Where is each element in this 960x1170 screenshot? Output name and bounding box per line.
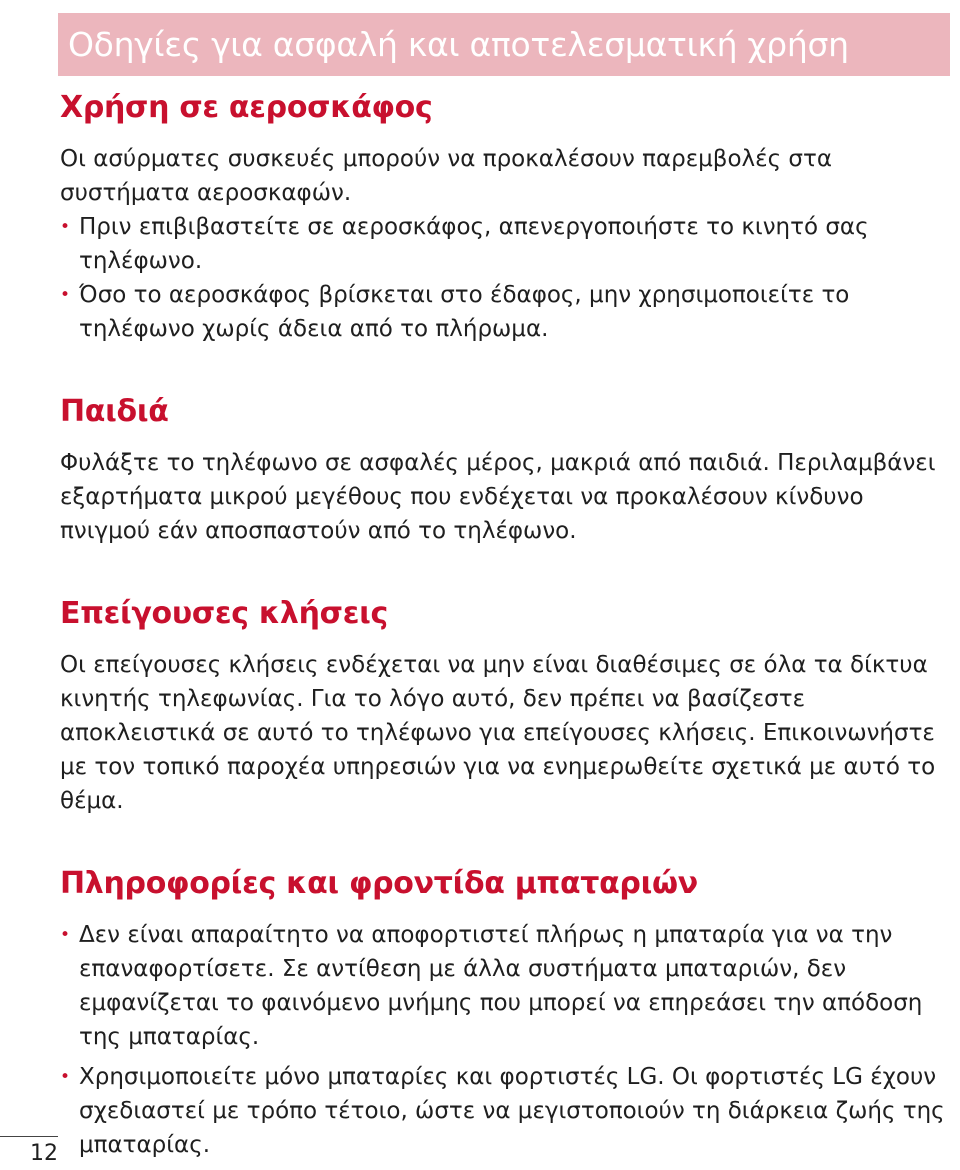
list-item-text: Δεν είναι απαραίτητο να αποφορτιστεί πλήρως η μπαταρία για να την επαναφορτίσετε. Σε αντίθεση με άλλα συστήματα μπαταριών, δεν εμφανίζεται το φαινόμενο μνήμης που μπορεί να επηρεάσει την απόδοση της μπαταρίας. (79, 922, 923, 1050)
page-content (60, 88, 950, 1162)
paragraph-aircraft: Οι ασύρματες συσκευές μπορούν να προκαλέσουν παρεμβολές στα συστήματα αεροσκαφών. (60, 146, 832, 206)
heading-emergency-calls: Επείγουσες κλήσεις (60, 596, 388, 631)
bullet-list-aircraft (60, 210, 950, 346)
list-item (60, 1060, 950, 1162)
list-item (60, 278, 950, 346)
bullet-icon: • (60, 1067, 71, 1087)
page-title: Οδηγίες για ασφαλή και αποτελεσματική χρήση (68, 25, 849, 64)
bullet-icon: • (60, 285, 71, 305)
heading-aircraft: Χρήση σε αεροσκάφος (60, 90, 433, 125)
list-item-text: Πριν επιβιβαστείτε σε αεροσκάφος, απενεργοποιήστε το κινητό σας τηλέφωνο. (79, 214, 869, 274)
bullet-icon: • (60, 217, 71, 237)
list-item-text: Όσο το αεροσκάφος βρίσκεται στο έδαφος, μην χρησιμοποιείτε το τηλέφωνο χωρίς άδεια από το πλήρωμα. (79, 282, 850, 342)
heading-children: Παιδιά (60, 394, 169, 429)
bullet-icon: • (60, 925, 71, 945)
footer-rule (0, 1136, 58, 1137)
paragraph-emergency-calls: Οι επείγουσες κλήσεις ενδέχεται να μην είναι διαθέσιμες σε όλα τα δίκτυα κινητής τηλεφωνίας. Για το λόγο αυτό, δεν πρέπει να βασίζεστε αποκλειστικά σε αυτό το τηλέφωνο για επείγουσες κλήσεις. Επικοινωνήστε με τον τοπικό παροχέα υπηρεσιών για να ενημερωθείτε σχετικά με αυτό το θέμα. (60, 652, 936, 814)
section-banner (58, 13, 950, 76)
paragraph-children: Φυλάξτε το τηλέφωνο σε ασφαλές μέρος, μακριά από παιδιά. Περιλαμβάνει εξαρτήματα μικρού μεγέθους που ενδέχεται να προκαλέσουν κίνδυνο πνιγμού εάν αποσπαστούν από το τηλέφωνο. (60, 450, 936, 544)
page-number: 12 (30, 1141, 58, 1166)
list-item-text: Χρησιμοποιείτε μόνο μπαταρίες και φορτιστές LG. Οι φορτιστές LG έχουν σχεδιαστεί με τρόπο τέτοιο, ώστε να μεγιστοποιούν τη διάρκεια ζωής της μπαταρίας. (79, 1064, 945, 1158)
bullet-list-battery (60, 918, 950, 1162)
list-item (60, 210, 950, 278)
heading-battery: Πληροφορίες και φροντίδα μπαταριών (60, 866, 698, 901)
list-item (60, 918, 950, 1054)
